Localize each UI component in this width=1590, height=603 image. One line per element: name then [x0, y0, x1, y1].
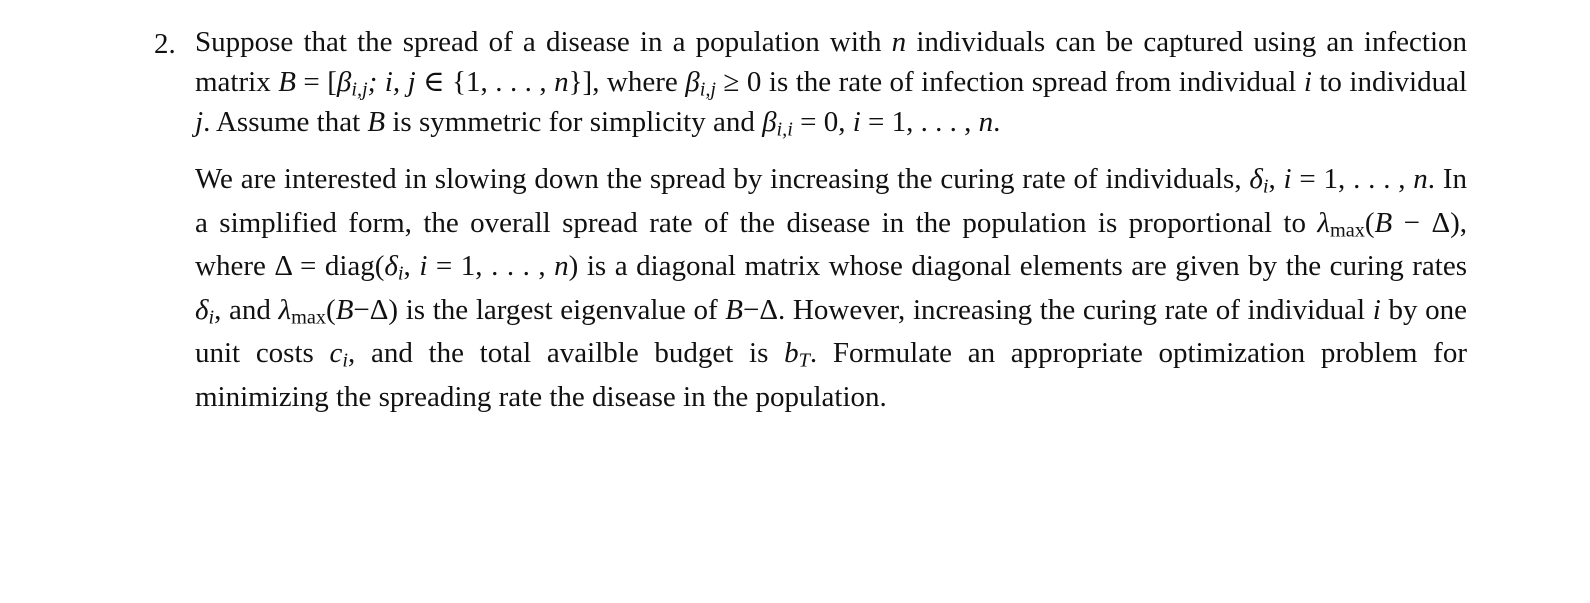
math-op: ∈ {1, . . . ,	[415, 66, 555, 98]
math-var: b	[784, 337, 799, 369]
text: individuals can be captured using an infection matrix	[195, 26, 1467, 98]
math-op: = 1, . . . ,	[860, 106, 979, 138]
math-subscript: i	[1262, 175, 1269, 198]
math-var: β	[762, 106, 777, 138]
math-op: ,	[403, 250, 420, 282]
math-var: i	[1283, 163, 1292, 195]
math-var: B	[725, 293, 744, 326]
math-subscript: max	[1329, 218, 1365, 241]
math-op: }]	[568, 66, 593, 98]
math-subscript: max	[291, 305, 327, 328]
problem-paragraph-1	[195, 22, 1467, 142]
math-var: δ	[1249, 163, 1263, 195]
text: .	[993, 106, 1001, 138]
math-var: c	[329, 337, 343, 369]
math-var: n	[978, 106, 994, 138]
math-var: B	[335, 293, 354, 326]
math-op: Δ = diag(	[274, 250, 385, 282]
text: by one unit costs	[195, 293, 1467, 369]
math-var: j	[195, 106, 204, 138]
text: is symmetric for simplicity and	[385, 106, 763, 138]
text: to individual	[1311, 66, 1467, 98]
math-var: B	[1374, 206, 1393, 239]
math-subscript: i,j	[351, 78, 368, 101]
math-op: (	[1364, 206, 1375, 239]
math-var: β	[336, 66, 352, 98]
math-op: ,	[1268, 163, 1284, 195]
text: , where	[592, 66, 686, 98]
text: We are interested in slowing down the spread by increasing the curing rate of individuals,	[195, 163, 1250, 195]
math-var: δ	[384, 250, 398, 282]
math-subscript: i	[208, 305, 215, 328]
text: is the largest eigenvalue of	[398, 293, 726, 326]
math-op: = 1, . . . ,	[1291, 163, 1414, 195]
math-var: n	[554, 66, 569, 98]
problem-paragraph-2	[195, 158, 1467, 419]
math-op: −Δ	[743, 293, 779, 326]
text: , where	[195, 206, 1467, 282]
math-op: −Δ)	[353, 293, 399, 326]
math-subscript: i,j	[699, 78, 717, 101]
math-op: = [	[295, 66, 337, 98]
math-op: )	[568, 250, 579, 282]
math-var: i	[1372, 293, 1381, 326]
math-var: n	[554, 250, 569, 282]
math-var: i	[852, 106, 861, 138]
text: Suppose that the spread of a disease in a population with	[195, 26, 892, 58]
math-op: − Δ)	[1392, 206, 1460, 239]
math-var: λ	[1317, 206, 1330, 239]
text: . Assume that	[203, 106, 368, 138]
text: . However, increasing the curing rate of individual	[778, 293, 1373, 326]
text: , and	[214, 293, 279, 326]
math-var: ; i, j	[367, 66, 416, 98]
math-var: δ	[195, 293, 209, 326]
text: , and the total availble budget is	[348, 337, 785, 369]
math-var: β	[685, 66, 700, 98]
math-op: (	[326, 293, 336, 326]
text: . Formulate an appropriate optimization problem for minimizing the spreading rate the disease in the population.	[195, 337, 1467, 413]
math-var: n	[891, 26, 907, 58]
math-op: ≥ 0	[716, 66, 762, 98]
math-var: n	[1413, 163, 1428, 195]
math-var: i	[1303, 66, 1312, 98]
text: is the rate of infection spread from individual	[761, 66, 1304, 98]
text: . In a simplified form, the overall spread rate of the disease in the population is proportional to	[195, 163, 1467, 239]
math-var: i	[419, 250, 428, 282]
math-subscript: T	[798, 349, 810, 372]
math-op: = 0,	[792, 106, 853, 138]
math-subscript: i	[397, 262, 404, 285]
math-var: B	[367, 106, 386, 138]
problem-number: 2.	[154, 28, 176, 60]
math-op: = 1, . . . ,	[427, 250, 555, 282]
text: is a diagonal matrix whose diagonal elements are given by the curing rates	[578, 250, 1468, 282]
math-var: B	[278, 66, 296, 98]
math-subscript: i,i	[776, 118, 793, 141]
math-var: λ	[278, 293, 292, 326]
math-subscript: i	[342, 349, 349, 372]
